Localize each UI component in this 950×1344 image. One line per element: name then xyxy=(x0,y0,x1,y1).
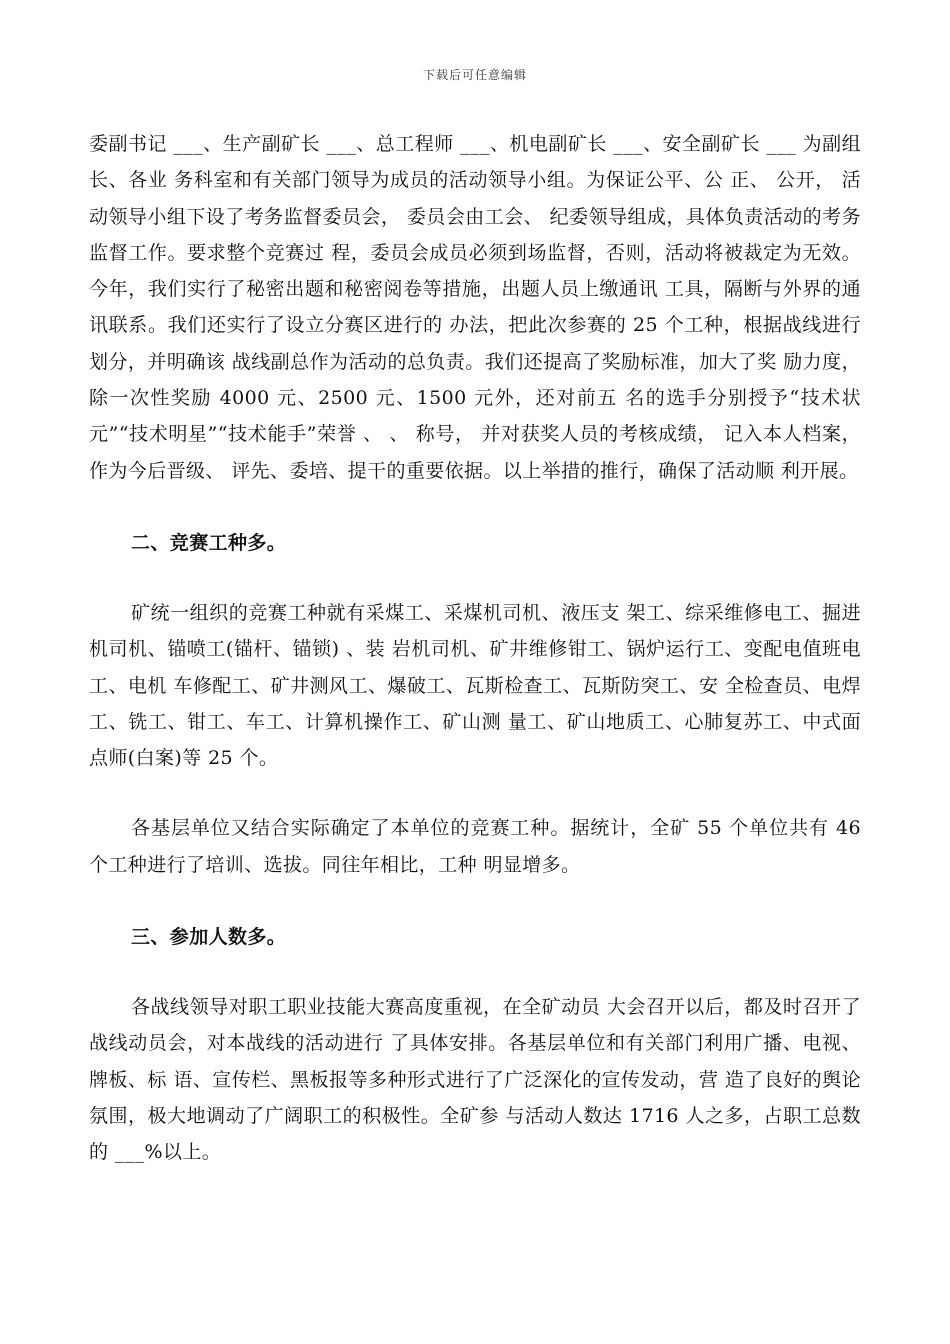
job-types-statistics-paragraph: 各基层单位又结合实际确定了本单位的竞赛工种。据统计，全矿 55 个单位共有 46 个工种进行了培训、选拔。同往年相比，工种 明显增多。 xyxy=(89,817,861,876)
section-spacer xyxy=(89,489,861,525)
page-header: 下载后可任意编辑 xyxy=(422,68,527,82)
section-spacer xyxy=(89,955,861,989)
participants-paragraph: 各战线领导对职工职业技能大赛高度重视，在全矿动员 大会召开以后，都及时召开了战线动员会，对本战线的活动进行 了具体安排。各基层单位和有关部门利用广播、电视、牌板、标 语、宣传栏、黑板报等多种形式进行了广泛深化的宣传发动，营 造了良好的舆论氛围，极大地调动了广阔职工的积极性。全矿参 与活动人数达 1716 人之多，占职工总数的 ___%以上。 xyxy=(89,996,861,1164)
intro-paragraph: 委副书记 ___、生产副矿长 ___、总工程师 ___、机电副矿长 ___、安全副矿长 ___ 为副组长、各业 务科室和有关部门领导为成员的活动领导小组。为保证公平、公 正、 公开， 活动领导小组下设了考务监督委员会， 委员会由工会、 纪委领导组成，具体负责活动的考务监督工作。要求整个竞赛过 程，委员会成员必须到场监督，否则，活动将被裁定为无效。今年，我们实行了秘密出题和秘密阅卷等措施，出题人员上缴通讯 工具，隔断与外界的通讯联系。我们还实行了设立分赛区进行的 办法，把此次参赛的 25 个工种，根据战线进行划分，并明确该 战线副总作为活动的总负责。我们还提高了奖励标准，加大了奖 励力度，除一次性奖励 4000 元、2500 元、1500 元外，还对前五 名的选手分别授予“技术状元”“技术明星”“技术能手”荣誉 、 、 称号， 并对获奖人员的考核成绩， 记入本人档案， 作为今后晋级、 评先、委培、提干的重要依据。以上举措的推行，确保了活动顺 利开展。 xyxy=(89,133,861,482)
section-heading-participants: 三、参加人数多。 xyxy=(131,926,287,949)
section-heading-job-types: 二、竞赛工种多。 xyxy=(131,531,287,554)
paragraph-spacer xyxy=(89,776,861,810)
section-spacer xyxy=(89,883,861,919)
section-spacer xyxy=(89,561,861,595)
document-body xyxy=(89,126,861,1171)
job-types-paragraph: 矿统一组织的竞赛工种就有采煤工、采煤机司机、液压支 架工、综采维修电工、掘进机司机、锚喷工(锚杆、锚锁) 、装 岩机司机、矿井维修钳工、锅炉运行工、变配电值班电工、电机 车修配工、矿井测风工、爆破工、瓦斯检查工、瓦斯防突工、安 全检查员、电焊工、铣工、钳工、车工、计算机操作工、矿山测 量工、矿山地质工、心肺复苏工、中式面点师(白案)等 25 个。 xyxy=(89,601,861,770)
